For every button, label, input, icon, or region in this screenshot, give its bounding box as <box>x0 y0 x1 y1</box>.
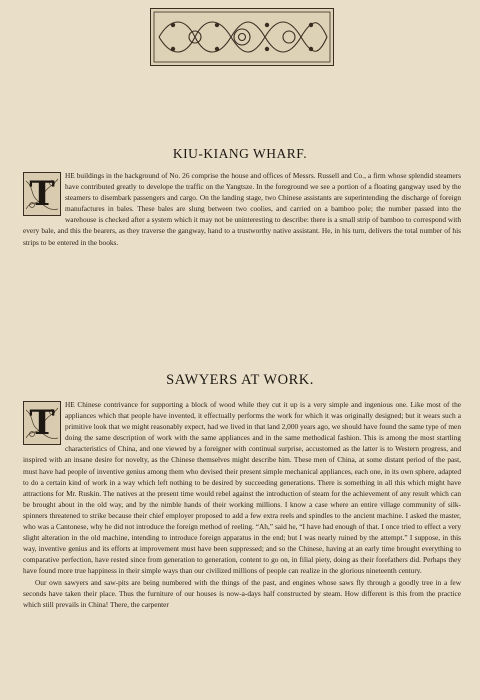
section-body-kiu-kiang <box>23 170 461 248</box>
section-title-kiu-kiang: KIU-KIANG WHARF. <box>172 146 308 161</box>
dropcap-letter: T <box>29 403 55 443</box>
section-title-sawyers: SAWYERS AT WORK. <box>166 372 314 388</box>
dropcap-letter: T <box>29 174 55 214</box>
decorated-initial-icon <box>23 401 61 445</box>
paragraph: HE buildings in the background of No. 26 comprise the house and offices of Messrs. Russell and Co., a firm whose splendid steamers have contributed greatly to develope the traffic on the Yangtsze. In the foreground we see a portion of a floating gangway used by the steamers to disembark passengers and cargo. On the landing stage, two Chinese assistants are superintending the discharge of foreign manufactures in bales. These bales are slung between two coolies, and carried on a bamboo pole; the number passed into the warehouse is checked after a system which it may not be uninteresting to describe: there is a small strip of bamboo to correspond with every bale, and this the bearers, as they traverse the gangway, hand to a trustworthy native assistant. He, in his turn, delivers the total number of his strips to be entered in the books. <box>23 171 461 247</box>
paragraph: HE Chinese contrivance for supporting a block of wood while they cut it up is a very simple and ingenious one. Like most of the appliances which that people have invented, it effectually performs the work for which it was originally designed; but it wears such a primitive look that we might reasonably expect, had we lived in that land 2,000 years ago, we should have found the same type of men doing the same description of work with the same appliances and in the same methodical fashion. This is among the most startling characteristics of China, and one viewed by a foreigner with continual surprise, accustomed as the latter is to Western progress, and inspired with an insane desire for novelty, as the Chinese themselves might describe him. These men of China, at some distant period of the past, must have had people of inventive genius among them who devised their present simple mechanical appliances, each one, in its own sphere, adapted to do a certain kind of work in a way which left nothing to be desired by succeeding generations. There is something in all this which might have attractions for Mr. Ruskin. The natives at the present time would rebel against the introduction of steam for the achievement of any result which can be brought about in the old way, and by the nimble hands of their working millions. I know a case where an entire village community of silk-spinners threatened to strike because their chief employer proposed to add a few extra reels and spindles to the ancient machine. I asked the master, who was a Cantonese, why he did not introduce the foreign method of reeling. “Ah,” said he, “I have had enough of that. I once tried to effect a very slight alteration in the old machine, intending to introduce foreign apparatus in the end; but I was nearly ruined by the attempt.” I suppose, in this way, inventive genius and its efforts at improvement must have been suppressed; and so the Chinese, having at an early time brought everything to comparative perfection, have rested since from generation to generation, content to go on, in filial piety, doing as their forefathers did. Perhaps they have found more true happiness in their simple ways than our civilized millions of people can realize in the glorious nineteenth century. <box>23 400 461 576</box>
floral-ornament-icon <box>150 8 334 66</box>
decorated-initial-icon <box>23 172 61 216</box>
section-body-sawyers <box>23 399 461 610</box>
paragraph: Our own sawyers and saw-pits are being numbered with the things of the past, and engines whose saws fly through a goodly tree in a few seconds have taken their place. Thus the furniture of our houses is now-a-days half constructed by steam. How different is this from the practice which still prevails in China! There, the carpenter <box>23 577 461 609</box>
